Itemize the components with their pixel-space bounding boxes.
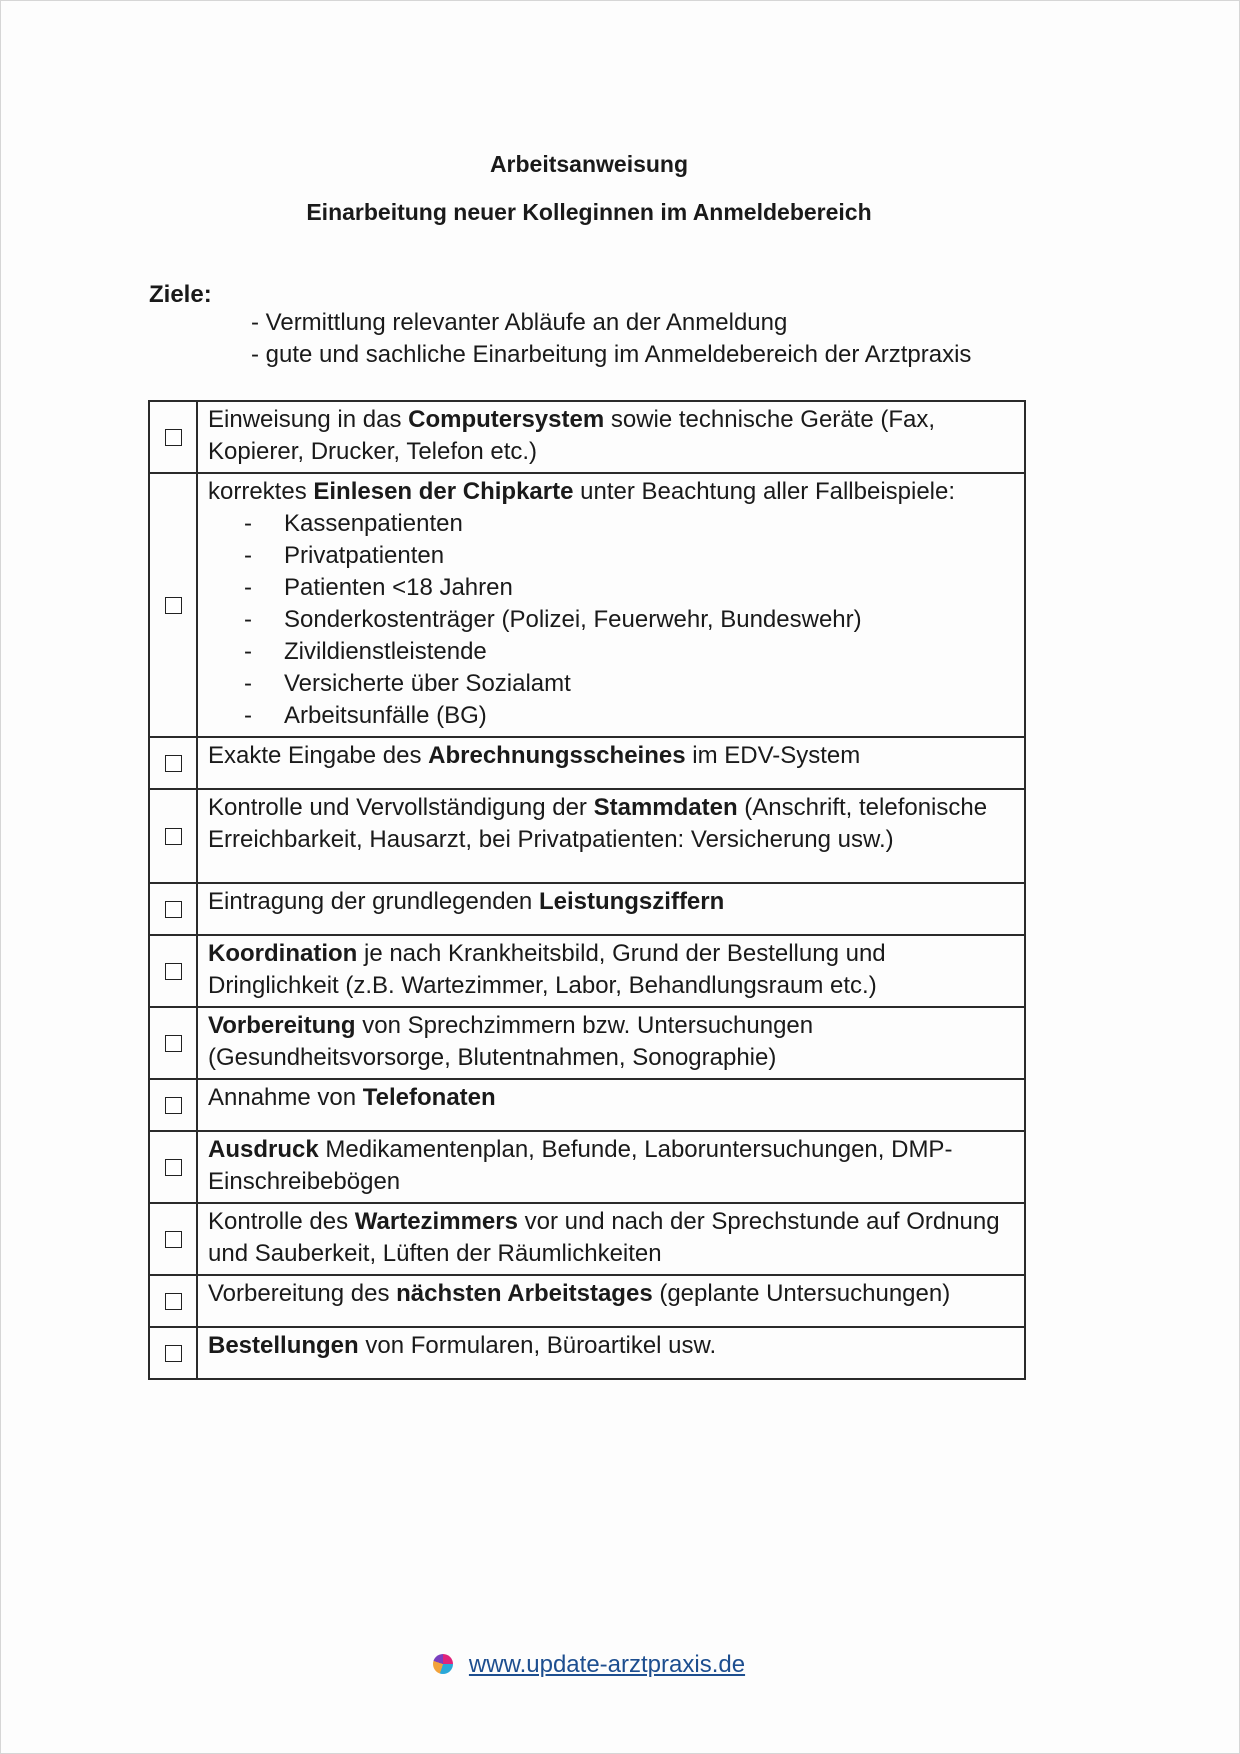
checkbox[interactable] (165, 1097, 182, 1114)
item-text: vor und nach der Sprechstunde auf Ordnung und Sauberkeit, Lüften der Räumlichkeiten (208, 1208, 1000, 1267)
checklist-row (149, 401, 1025, 473)
footer-website-link[interactable]: www.update-arztpraxis.de (468, 1651, 746, 1678)
sub-list-item (208, 700, 1014, 732)
goals-label: Ziele: (149, 281, 212, 308)
item-text: korrektes (208, 478, 314, 505)
checkbox-cell (149, 883, 197, 935)
item-text: je nach Krankheitsbild, Grund der Bestellung und Dringlichkeit (z.B. Wartezimmer, Labor, Behandlungsraum etc.) (208, 940, 886, 999)
sub-item-text: Privatpatienten (284, 542, 445, 569)
document-subtitle: Einarbeitung neuer Kolleginnen im Anmeldebereich (306, 199, 872, 225)
item-text: (geplante Untersuchungen) (652, 1280, 951, 1307)
checkbox[interactable] (165, 1345, 182, 1362)
item-keyword: Stammdaten (593, 794, 738, 821)
item-keyword: Bestellungen (208, 1332, 359, 1359)
checklist-row (149, 1007, 1025, 1079)
item-text: (Anschrift, telefonische Erreichbarkeit, Hausarzt, bei Privatpatienten: Versicherung usw.) (208, 794, 988, 853)
checkbox[interactable] (165, 901, 182, 918)
checkbox[interactable] (165, 828, 182, 845)
checklist-item-text (197, 1327, 1025, 1379)
checkbox-cell (149, 473, 197, 737)
update-arztpraxis-logo-icon (433, 1654, 453, 1674)
dash-bullet: - (244, 702, 252, 729)
checkbox[interactable] (165, 597, 182, 614)
goal-item: - gute und sachliche Einarbeitung im Anmeldebereich der Arztpraxis (251, 341, 972, 368)
checklist-item-text (197, 789, 1025, 883)
item-text: unter Beachtung aller Fallbeispiele: (573, 478, 956, 505)
sub-list-item (208, 540, 1014, 572)
checklist-row (149, 473, 1025, 737)
document-title: Arbeitsanweisung (489, 151, 689, 177)
checkbox[interactable] (165, 1159, 182, 1176)
item-text: Kontrolle und Vervollständigung der (208, 794, 594, 821)
checklist-item-text (197, 935, 1025, 1007)
item-keyword: Vorbereitung (208, 1012, 356, 1039)
item-text: sowie technische Geräte (Fax, Kopierer, Drucker, Telefon etc.) (208, 406, 935, 465)
sub-list-item (208, 668, 1014, 700)
checklist-item-text (197, 1007, 1025, 1079)
sub-list-item (208, 636, 1014, 668)
item-text: Vorbereitung des (208, 1280, 397, 1307)
sub-list-item (208, 572, 1014, 604)
dash-bullet: - (244, 638, 252, 665)
checklist-row (149, 1131, 1025, 1203)
checkbox-cell (149, 1131, 197, 1203)
item-keyword: Computersystem (408, 406, 605, 433)
checklist-row (149, 1203, 1025, 1275)
checkbox-cell (149, 737, 197, 789)
goal-item: - Vermittlung relevanter Abläufe an der Anmeldung (251, 309, 788, 336)
checklist-item-text (197, 401, 1025, 473)
checkbox-cell (149, 1327, 197, 1379)
item-text: Exakte Eingabe des (208, 742, 429, 769)
item-keyword: Wartezimmers (354, 1208, 518, 1235)
dash-bullet: - (244, 510, 252, 537)
item-keyword: Abrechnungsscheines (428, 742, 686, 769)
item-text: Kontrolle des (208, 1208, 355, 1235)
item-text: im EDV-System (685, 742, 861, 769)
footer (1, 1651, 1177, 1679)
sub-item-text: Zivildienstleistende (284, 638, 487, 665)
dash-bullet: - (244, 606, 252, 633)
sub-item-text: Kassenpatienten (284, 510, 463, 537)
checklist-row (149, 1079, 1025, 1131)
checkbox-cell (149, 1079, 197, 1131)
checkbox[interactable] (165, 1035, 182, 1052)
checkbox-cell (149, 935, 197, 1007)
checklist-row (149, 737, 1025, 789)
sub-list (208, 508, 1014, 732)
sub-list-item (208, 508, 1014, 540)
checklist-item-text (197, 473, 1025, 737)
dash-bullet: - (244, 670, 252, 697)
checklist-item-text (197, 1203, 1025, 1275)
item-keyword: Einlesen der Chipkarte (313, 478, 574, 505)
checklist-item-text (197, 883, 1025, 935)
item-text: Einweisung in das (208, 406, 409, 433)
checklist-table (148, 400, 1026, 1380)
item-keyword: Telefonaten (362, 1084, 496, 1111)
item-keyword: nächsten Arbeitstages (396, 1280, 653, 1307)
checkbox-cell (149, 401, 197, 473)
dash-bullet: - (244, 542, 252, 569)
checkbox-cell (149, 1275, 197, 1327)
checklist-item-text (197, 737, 1025, 789)
checklist-row (149, 789, 1025, 883)
checklist-item-text (197, 1275, 1025, 1327)
item-text: von Sprechzimmern bzw. Untersuchungen (Gesundheitsvorsorge, Blutentnahmen, Sonographie) (208, 1012, 814, 1071)
checkbox[interactable] (165, 1231, 182, 1248)
checklist-row (149, 1275, 1025, 1327)
item-text: Annahme von (208, 1084, 363, 1111)
sub-item-text: Sonderkostenträger (Polizei, Feuerwehr, Bundeswehr) (284, 606, 862, 633)
checklist-item-text (197, 1131, 1025, 1203)
checkbox[interactable] (165, 755, 182, 772)
sub-list-item (208, 604, 1014, 636)
sub-item-text: Arbeitsunfälle (BG) (284, 702, 487, 729)
item-keyword: Ausdruck (208, 1136, 319, 1163)
checkbox[interactable] (165, 963, 182, 980)
item-text: von Formularen, Büroartikel usw. (358, 1332, 717, 1359)
item-text: Medikamentenplan, Befunde, Laboruntersuchungen, DMP-Einschreibebögen (208, 1136, 953, 1195)
checklist-row (149, 883, 1025, 935)
checkbox[interactable] (165, 429, 182, 446)
checkbox-cell (149, 1007, 197, 1079)
item-keyword: Leistungsziffern (538, 888, 725, 915)
sub-item-text: Versicherte über Sozialamt (284, 670, 571, 697)
checklist-row (149, 935, 1025, 1007)
checkbox[interactable] (165, 1293, 182, 1310)
item-keyword: Koordination (208, 940, 358, 967)
checkbox-cell (149, 789, 197, 883)
dash-bullet: - (244, 574, 252, 601)
checkbox-cell (149, 1203, 197, 1275)
checklist-row (149, 1327, 1025, 1379)
sub-item-text: Patienten <18 Jahren (284, 574, 513, 601)
checklist-item-text (197, 1079, 1025, 1131)
item-text: Eintragung der grundlegenden (208, 888, 539, 915)
